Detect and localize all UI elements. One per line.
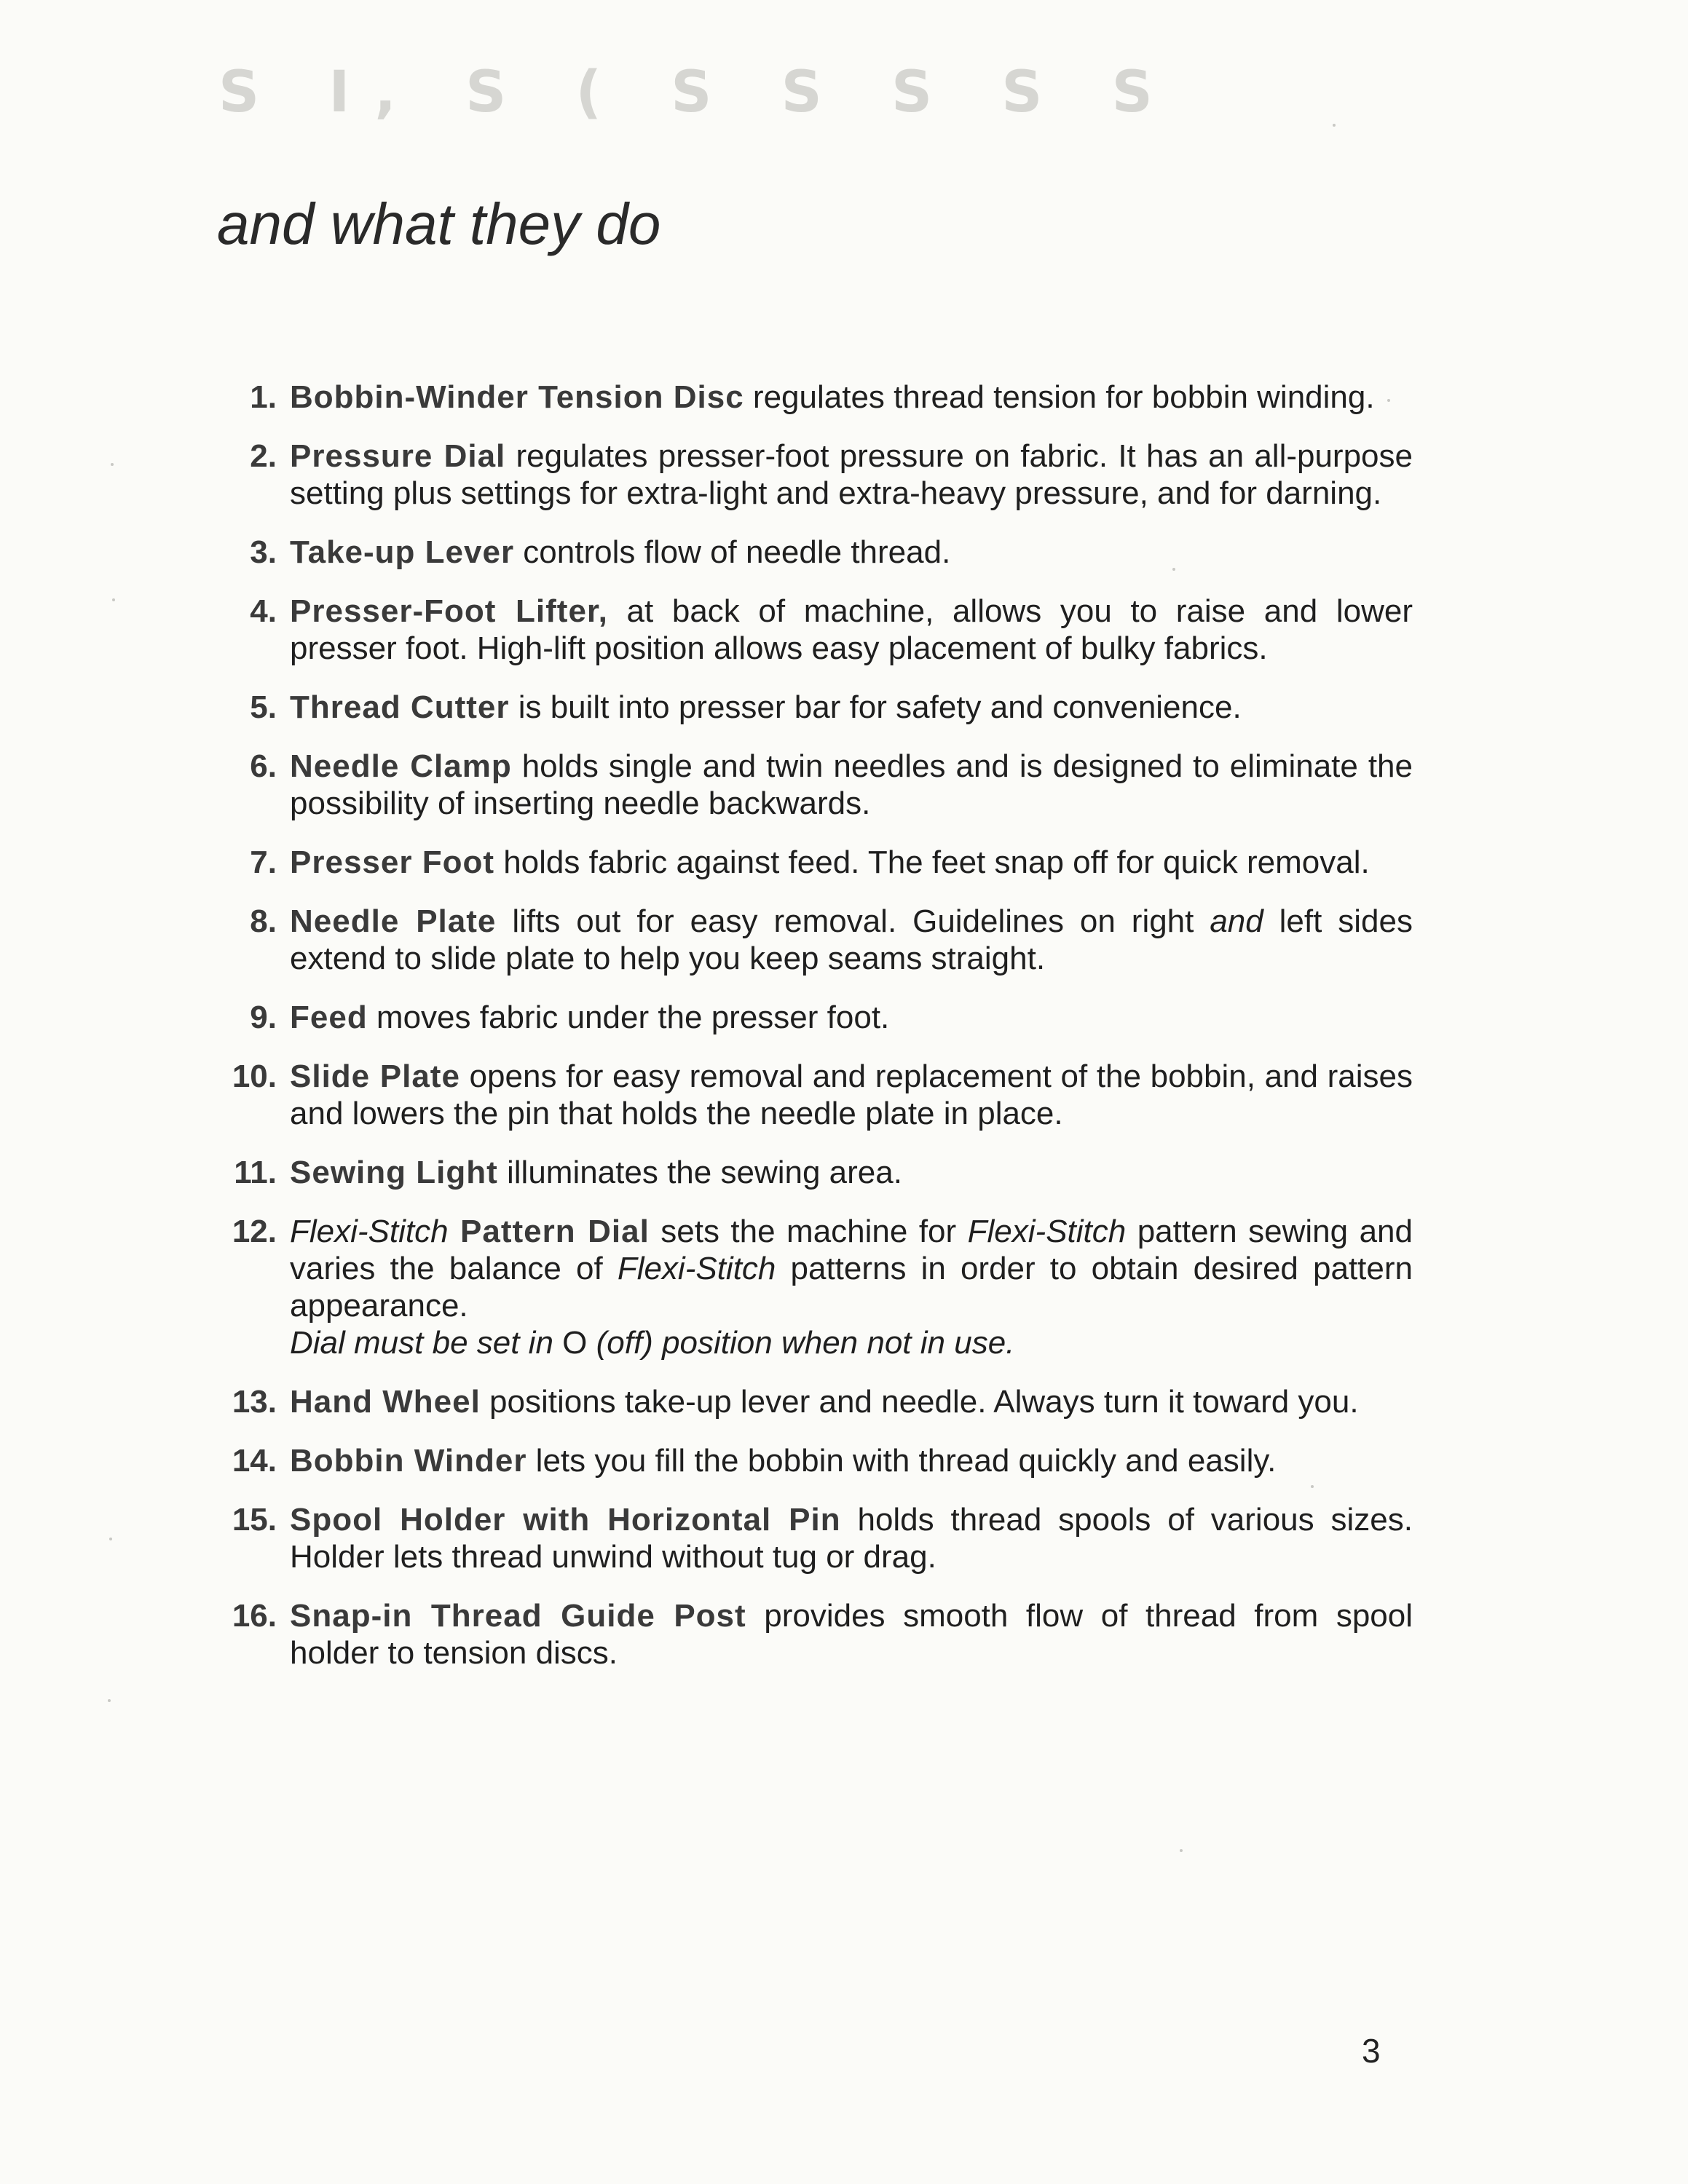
item-text: sets the machine for — [649, 1214, 968, 1249]
note-off-symbol: O — [562, 1325, 588, 1361]
scan-speck — [1387, 399, 1390, 402]
item-text: opens for easy removal and replacement of the bobbin, and raises and lowers the pin that holds the needle plate in place. — [290, 1059, 1413, 1131]
item-number: 12. — [232, 1214, 277, 1249]
item-term: Sewing Light — [290, 1155, 498, 1190]
item-text: patterns in order to obtain desired pattern appearance. — [290, 1251, 1413, 1324]
item-number: 3. — [250, 534, 277, 570]
item-term: Bobbin Winder — [290, 1443, 527, 1479]
item-number: 14. — [232, 1443, 277, 1479]
list-item — [218, 1154, 1413, 1191]
item-term: Presser Foot — [290, 844, 494, 880]
item-number: 6. — [250, 748, 277, 784]
note-text: Dial must be set in — [290, 1325, 563, 1361]
item-text: is built into presser bar for safety and convenience. — [509, 689, 1242, 725]
list-item — [218, 1383, 1413, 1420]
scan-speck — [109, 1538, 112, 1540]
item-term: Needle Clamp — [290, 748, 512, 784]
scan-speck — [1311, 1485, 1314, 1488]
item-text: holds thread spools of various sizes. Holder lets thread unwind without tug or drag. — [290, 1502, 1413, 1575]
item-text: pattern sewing and varies the balance of — [290, 1214, 1413, 1286]
item-term: Presser-Foot Lifter, — [290, 593, 608, 629]
item-term: Thread Cutter — [290, 689, 510, 725]
item-number: 10. — [232, 1059, 277, 1094]
list-item — [218, 844, 1413, 881]
list-item — [218, 903, 1413, 977]
item-number: 16. — [232, 1598, 277, 1634]
list-item — [218, 748, 1413, 822]
item-text: illuminates the sewing area. — [497, 1155, 902, 1190]
item-term: Pattern Dial — [448, 1214, 650, 1249]
page-number: 3 — [1362, 2032, 1381, 2070]
scan-speck — [1172, 568, 1175, 571]
list-item — [218, 689, 1413, 726]
scan-speck — [1333, 124, 1336, 127]
list-item — [218, 1442, 1413, 1479]
item-number: 5. — [250, 689, 277, 725]
list-item — [218, 1597, 1413, 1671]
scan-speck — [108, 1699, 111, 1702]
list-item — [218, 593, 1413, 667]
item-text-emphasis: Flexi-Stitch — [617, 1251, 776, 1286]
item-text: lifts out for easy removal. Guidelines on right — [496, 903, 1210, 939]
item-text-emphasis: Flexi-Stitch — [967, 1214, 1127, 1249]
note-text: (off) position when not in use. — [587, 1325, 1015, 1361]
item-term: Slide Plate — [290, 1059, 460, 1094]
item-term: Feed — [290, 1000, 368, 1035]
item-number: 11. — [234, 1155, 277, 1190]
item-term: Bobbin-Winder Tension Disc — [290, 379, 744, 415]
item-term-emphasis: Flexi-Stitch — [290, 1214, 449, 1249]
item-text: moves fabric under the presser foot. — [367, 1000, 890, 1035]
item-term: Spool Holder with Horizontal Pin — [290, 1502, 841, 1538]
item-number: 2. — [250, 438, 277, 474]
item-text: lets you fill the bobbin with thread quickly and easily. — [526, 1443, 1277, 1479]
item-number: 4. — [250, 593, 277, 629]
item-text: regulates presser-foot pressure on fabric. It has an all-purpose setting plus settings for extra-light and extra-heavy pressure, and for darning. — [290, 438, 1413, 511]
item-number: 1. — [250, 379, 277, 415]
scan-speck — [111, 463, 114, 466]
scan-speck — [1180, 1849, 1183, 1852]
item-text: regulates thread tension for bobbin winding. — [744, 379, 1375, 415]
item-text: at back of machine, allows you to raise and lower presser foot. High-lift position allows easy placement of bulky fabrics. — [290, 593, 1413, 666]
item-term: Snap-in Thread Guide Post — [290, 1598, 746, 1634]
parts-list — [218, 379, 1413, 1693]
item-text: provides smooth flow of thread from spool holder to tension discs. — [290, 1598, 1413, 1671]
item-number: 7. — [250, 844, 277, 880]
item-number: 8. — [250, 903, 277, 939]
item-text: holds single and twin needles and is designed to eliminate the possibility of inserting needle backwards. — [290, 748, 1413, 821]
list-item — [218, 999, 1413, 1036]
item-term: Hand Wheel — [290, 1384, 481, 1420]
item-term: Take-up Lever — [290, 534, 515, 570]
item-text-emphasis: and — [1210, 903, 1263, 939]
list-item — [218, 379, 1413, 416]
item-number: 15. — [232, 1502, 277, 1538]
item-text: controls flow of needle thread. — [514, 534, 951, 570]
item-term: Needle Plate — [290, 903, 497, 939]
faded-heading: S I, S ( S S S S S — [218, 60, 1178, 125]
item-text: left sides extend to slide plate to help you keep seams straight. — [290, 903, 1413, 976]
item-note — [290, 1324, 1413, 1361]
list-item — [218, 1058, 1413, 1132]
item-text: holds fabric against feed. The feet snap off for quick removal. — [494, 844, 1370, 880]
item-term: Pressure Dial — [290, 438, 506, 474]
item-number: 13. — [232, 1384, 277, 1420]
list-item — [218, 1501, 1413, 1575]
page-subtitle: and what they do — [217, 191, 661, 256]
item-number: 9. — [250, 1000, 277, 1035]
list-item — [218, 534, 1413, 571]
list-item — [218, 1213, 1413, 1361]
item-text: positions take-up lever and needle. Always turn it toward you. — [480, 1384, 1359, 1420]
scan-speck — [112, 598, 115, 601]
list-item — [218, 438, 1413, 512]
